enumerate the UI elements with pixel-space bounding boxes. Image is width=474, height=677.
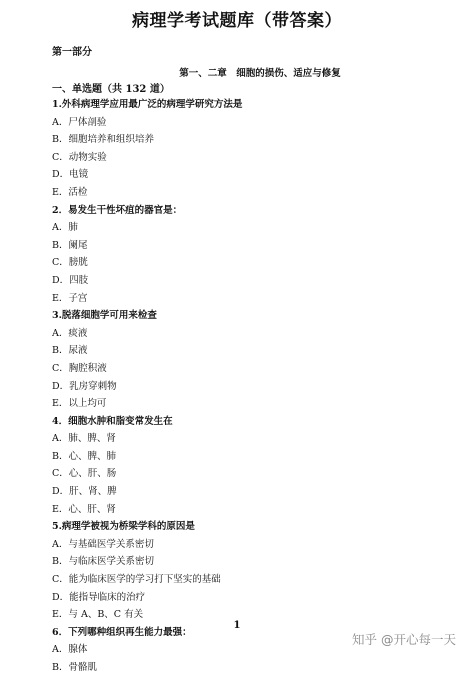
answer-option: C．膀胱 xyxy=(52,257,88,269)
answer-option: B．心、脾、肺 xyxy=(52,450,116,462)
answer-option: E．以上均可 xyxy=(52,398,107,410)
answer-option: E．心、肝、肾 xyxy=(52,503,116,515)
answer-option: B．与临床医学关系密切 xyxy=(52,556,154,568)
question-list xyxy=(52,96,422,677)
answer-option: B．阑尾 xyxy=(52,239,88,251)
answer-option: C．心、肝、肠 xyxy=(52,468,117,480)
section-heading: 一、单选题（共 132 道） xyxy=(52,84,170,95)
answer-option: D．肝、肾、脾 xyxy=(52,486,117,498)
answer-option: D．乳房穿刺物 xyxy=(52,380,117,392)
answer-option: B．尿液 xyxy=(52,345,88,357)
answer-option: D．能指导临床的治疗 xyxy=(52,591,146,603)
answer-option: C．能为临床医学的学习打下坚实的基础 xyxy=(52,574,221,586)
question-stem: 2．易发生干性坏疽的器官是： xyxy=(52,204,183,216)
answer-option: E．子宫 xyxy=(52,292,88,304)
question-stem: 6．下列哪种组织再生能力最强： xyxy=(52,626,192,638)
chapter-heading: 第一、二章 细胞的损伤、适应与修复 xyxy=(179,68,341,79)
answer-option: E．与 A、B、C 有关 xyxy=(52,609,144,621)
part-heading: 第一部分 xyxy=(52,47,92,58)
answer-option: A．腺体 xyxy=(52,644,88,656)
question-stem: 1.外科病理学应用最广泛的病理学研究方法是 xyxy=(52,99,243,110)
answer-option: A．尸体剖验 xyxy=(52,116,107,128)
question-stem: 4．细胞水肿和脂变常发生在 xyxy=(52,415,173,427)
answer-option: D．四肢 xyxy=(52,274,89,286)
answer-option: A．痰液 xyxy=(52,327,88,339)
answer-option: C．动物实验 xyxy=(52,151,107,163)
answer-option: C．胸腔积液 xyxy=(52,362,107,374)
answer-option: A．肺 xyxy=(52,222,78,234)
question-stem: 5.病理学被视为桥梁学科的原因是 xyxy=(52,521,195,533)
watermark: 知乎 @开心每一天 xyxy=(352,632,456,647)
answer-option: A．肺、脾、肾 xyxy=(52,433,116,445)
page-number: 1 xyxy=(233,620,241,631)
answer-option: A．与基础医学关系密切 xyxy=(52,538,154,550)
question-stem: 3.脱落细胞学可用来检查 xyxy=(52,310,157,322)
answer-option: E．活检 xyxy=(52,186,88,198)
answer-option: B．细胞培养和组织培养 xyxy=(52,134,154,146)
answer-option: D．电镜 xyxy=(52,169,89,181)
answer-option: B．骨骼肌 xyxy=(52,662,97,673)
document-title: 病理学考试题库（带答案） xyxy=(132,11,342,31)
